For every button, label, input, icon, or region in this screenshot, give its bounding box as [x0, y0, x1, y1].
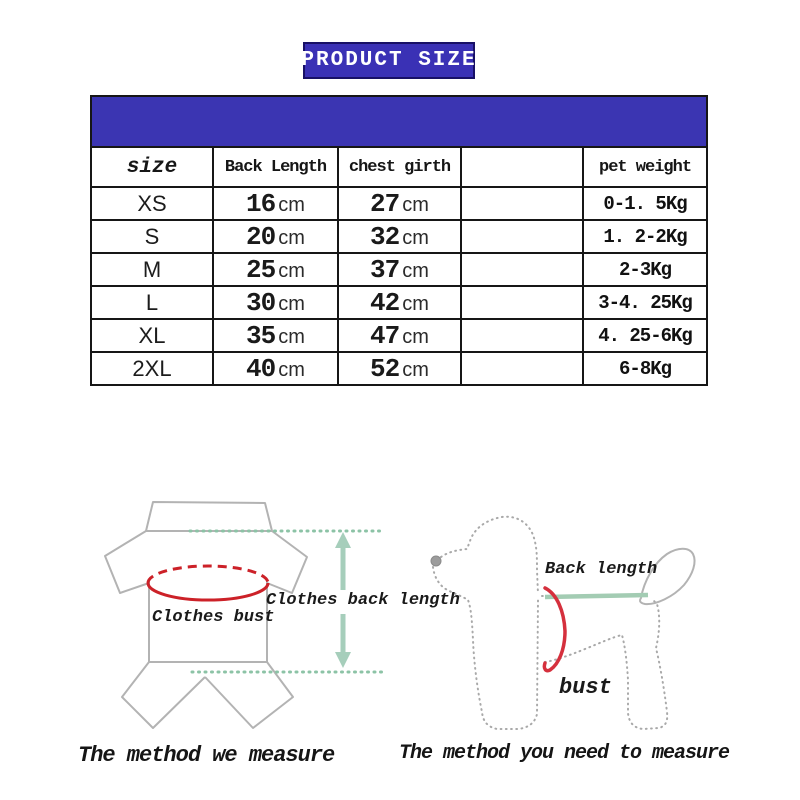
cell-back-length	[213, 187, 338, 220]
unit-cm: cm	[402, 292, 429, 315]
dog-back-length-label: Back length	[545, 560, 658, 579]
header-empty	[461, 147, 583, 187]
table-header-row	[91, 147, 707, 187]
cell-pet-weight: 4. 25-6Kg	[583, 319, 707, 352]
chest-girth-value: 32	[370, 221, 400, 252]
garment-left-sleeve	[105, 531, 149, 593]
chest-girth-value: 37	[370, 254, 400, 285]
cell-chest-girth	[338, 253, 461, 286]
cell-size: M	[91, 253, 213, 286]
cell-pet-weight: 6-8Kg	[583, 352, 707, 385]
cell-back-length	[213, 352, 338, 385]
back-length-value: 20	[246, 221, 276, 252]
garment-collar	[146, 502, 272, 531]
unit-cm: cm	[278, 358, 305, 381]
chest-girth-value: 47	[370, 320, 400, 351]
cell-pet-weight: 3-4. 25Kg	[583, 286, 707, 319]
unit-cm: cm	[402, 358, 429, 381]
cell-back-length	[213, 319, 338, 352]
back-length-value: 16	[246, 188, 276, 219]
table-row	[91, 319, 707, 352]
chest-girth-value: 42	[370, 287, 400, 318]
unit-cm: cm	[402, 193, 429, 216]
back-length-value: 25	[246, 254, 276, 285]
table-row	[91, 253, 707, 286]
cell-back-length	[213, 286, 338, 319]
cell-chest-girth	[338, 352, 461, 385]
cell-empty	[461, 352, 583, 385]
header-size: size	[91, 147, 213, 187]
unit-cm: cm	[278, 193, 305, 216]
cell-size: S	[91, 220, 213, 253]
size-table	[90, 95, 708, 386]
cell-chest-girth	[338, 187, 461, 220]
cell-size: XL	[91, 319, 213, 352]
caption-method-you-measure: The method you need to measure	[399, 742, 730, 765]
dog-measure-diagram	[410, 500, 720, 750]
unit-cm: cm	[278, 325, 305, 348]
clothes-back-length-label: Clothes back length	[266, 591, 460, 610]
cell-empty	[461, 286, 583, 319]
table-banner	[91, 96, 707, 147]
table-row	[91, 286, 707, 319]
caption-method-we-measure: The method we measure	[78, 743, 335, 768]
clothes-bust-label: Clothes bust	[152, 608, 275, 627]
cell-pet-weight: 2-3Kg	[583, 253, 707, 286]
cell-empty	[461, 319, 583, 352]
header-pet-weight: pet weight	[583, 147, 707, 187]
dog-outline	[433, 517, 667, 729]
cell-back-length	[213, 220, 338, 253]
unit-cm: cm	[278, 292, 305, 315]
dog-bust-label: bust	[559, 675, 612, 700]
back-length-line	[545, 595, 648, 597]
cell-size: XS	[91, 187, 213, 220]
unit-cm: cm	[278, 226, 305, 249]
product-size-title	[303, 42, 475, 79]
chest-girth-value: 52	[370, 353, 400, 384]
page-title: PRODUCT SIZE	[301, 49, 477, 72]
back-length-value: 30	[246, 287, 276, 318]
header-chest-girth: chest girth	[338, 147, 461, 187]
table-row	[91, 352, 707, 385]
bust-arc	[544, 588, 565, 671]
dog-head	[441, 517, 538, 594]
back-length-value: 35	[246, 320, 276, 351]
cell-chest-girth	[338, 220, 461, 253]
cell-empty	[461, 253, 583, 286]
unit-cm: cm	[402, 226, 429, 249]
unit-cm: cm	[278, 259, 305, 282]
dog-nose	[431, 556, 441, 566]
arrowhead-down-icon	[335, 652, 351, 668]
unit-cm: cm	[402, 325, 429, 348]
bust-ellipse-dashed	[148, 566, 268, 583]
cell-empty	[461, 220, 583, 253]
table-row	[91, 220, 707, 253]
table-banner-row	[91, 96, 707, 147]
cell-chest-girth	[338, 286, 461, 319]
cell-back-length	[213, 253, 338, 286]
cell-pet-weight: 1. 2-2Kg	[583, 220, 707, 253]
cell-size: 2XL	[91, 352, 213, 385]
cell-size: L	[91, 286, 213, 319]
cell-empty	[461, 187, 583, 220]
unit-cm: cm	[402, 259, 429, 282]
arrowhead-up-icon	[335, 532, 351, 548]
bust-ellipse-solid	[148, 583, 268, 600]
header-back-length: Back Length	[213, 147, 338, 187]
cell-pet-weight: 0-1. 5Kg	[583, 187, 707, 220]
cell-chest-girth	[338, 319, 461, 352]
garment-right-sleeve	[267, 531, 307, 593]
chest-girth-value: 27	[370, 188, 400, 219]
back-length-value: 40	[246, 353, 276, 384]
table-row	[91, 187, 707, 220]
